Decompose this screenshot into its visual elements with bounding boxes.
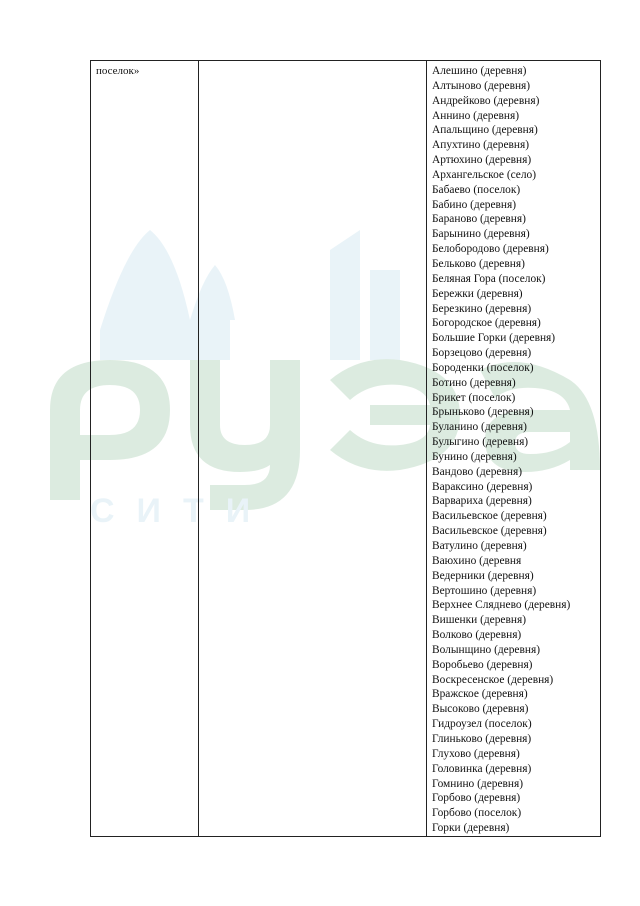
settlement-list bbox=[427, 61, 600, 836]
settlement-item: Высоково (деревня) bbox=[432, 703, 529, 716]
settlement-item: Ватулино (деревня) bbox=[432, 540, 527, 552]
settlement-item: Алешино (деревня) bbox=[432, 65, 527, 77]
settlement-item: Архангельское (село) bbox=[432, 168, 537, 181]
settlement-item: Гидроузел (поселок) bbox=[432, 718, 532, 731]
settlement-item: Вражское (деревня) bbox=[432, 688, 528, 701]
settlement-item: Богородское (деревня) bbox=[432, 317, 541, 330]
settlement-item: Верхнее Сляднево (деревня) bbox=[432, 599, 571, 612]
settlement-item: Глиньково (деревня) bbox=[432, 732, 532, 745]
settlement-item: Горки (деревня) bbox=[432, 822, 510, 835]
settlement-item: Апухтино (деревня) bbox=[432, 139, 530, 152]
settlement-item: Горбово (поселок) bbox=[432, 807, 522, 820]
settlements-table bbox=[90, 60, 601, 837]
settlement-item: Бараново (деревня) bbox=[432, 213, 526, 226]
settlement-item: Вандово (деревня) bbox=[432, 465, 522, 478]
settlement-item: Бабаево (поселок) bbox=[432, 183, 521, 196]
settlement-item: Воскресенское (деревня) bbox=[432, 673, 554, 686]
settlement-item: Горбово (деревня) bbox=[432, 792, 521, 805]
settlement-item: Белобородово (деревня) bbox=[432, 243, 549, 256]
settlement-item: Бороденки (поселок) bbox=[432, 361, 534, 374]
settlement-item: Вараксино (деревня) bbox=[432, 480, 533, 493]
settlement-item: Гомнино (деревня) bbox=[432, 777, 524, 790]
settlement-item: Головинка (деревня) bbox=[432, 762, 532, 775]
settlement-item: Большие Горки (деревня) bbox=[432, 332, 556, 345]
settlement-item: Васильевское (деревня) bbox=[432, 510, 547, 523]
settlement-item: Буланино (деревня) bbox=[432, 421, 527, 434]
settlement-item: Вертошино (деревня) bbox=[432, 584, 537, 597]
settlement-item: Варвариха (деревня) bbox=[432, 495, 532, 508]
settlement-item: Беляная Гора (поселок) bbox=[432, 272, 546, 285]
column-1-cell bbox=[91, 61, 199, 837]
settlement-item: Ботино (деревня) bbox=[432, 376, 516, 389]
settlement-item: Аннино (деревня) bbox=[432, 109, 520, 122]
svg-text:СИТИ: СИТИ bbox=[90, 492, 273, 530]
settlement-item: Брикет (поселок) bbox=[432, 391, 516, 404]
column-2-cell bbox=[199, 61, 427, 837]
settlement-item: Воробьево (деревня) bbox=[432, 658, 533, 671]
settlement-item: Глухово (деревня) bbox=[432, 747, 520, 760]
settlement-item: Бельково (деревня) bbox=[432, 257, 525, 270]
settlement-item: Ведерники (деревня) bbox=[432, 569, 534, 582]
table-row bbox=[91, 61, 601, 837]
settlement-item: Васильевское (деревня) bbox=[432, 525, 547, 538]
settlement-item: Волково (деревня) bbox=[432, 629, 522, 642]
settlement-item: Барынино (деревня) bbox=[432, 228, 530, 241]
settlement-item: Волынщино (деревня) bbox=[432, 643, 540, 656]
settlement-item: Бунино (деревня) bbox=[432, 450, 517, 463]
settlement-item: Артюхино (деревня) bbox=[432, 154, 532, 167]
column-3-cell bbox=[427, 61, 601, 837]
settlement-item: Булыгино (деревня) bbox=[432, 436, 529, 449]
settlement-item: Ваюхино (деревня bbox=[432, 554, 522, 567]
settlement-item: Апальщино (деревня) bbox=[432, 124, 538, 137]
settlement-item: Березкино (деревня) bbox=[432, 302, 532, 315]
settlement-item: Брыньково (деревня) bbox=[432, 406, 534, 419]
column-1-text: поселок» bbox=[96, 65, 140, 77]
settlement-item: Бережки (деревня) bbox=[432, 287, 523, 300]
settlement-item: Бабино (деревня) bbox=[432, 198, 517, 211]
settlement-item: Андрейково (деревня) bbox=[432, 94, 540, 107]
settlement-item: Вишенки (деревня) bbox=[432, 614, 526, 627]
settlement-item: Борзецово (деревня) bbox=[432, 347, 532, 360]
settlement-item: Алтыново (деревня) bbox=[432, 79, 531, 92]
